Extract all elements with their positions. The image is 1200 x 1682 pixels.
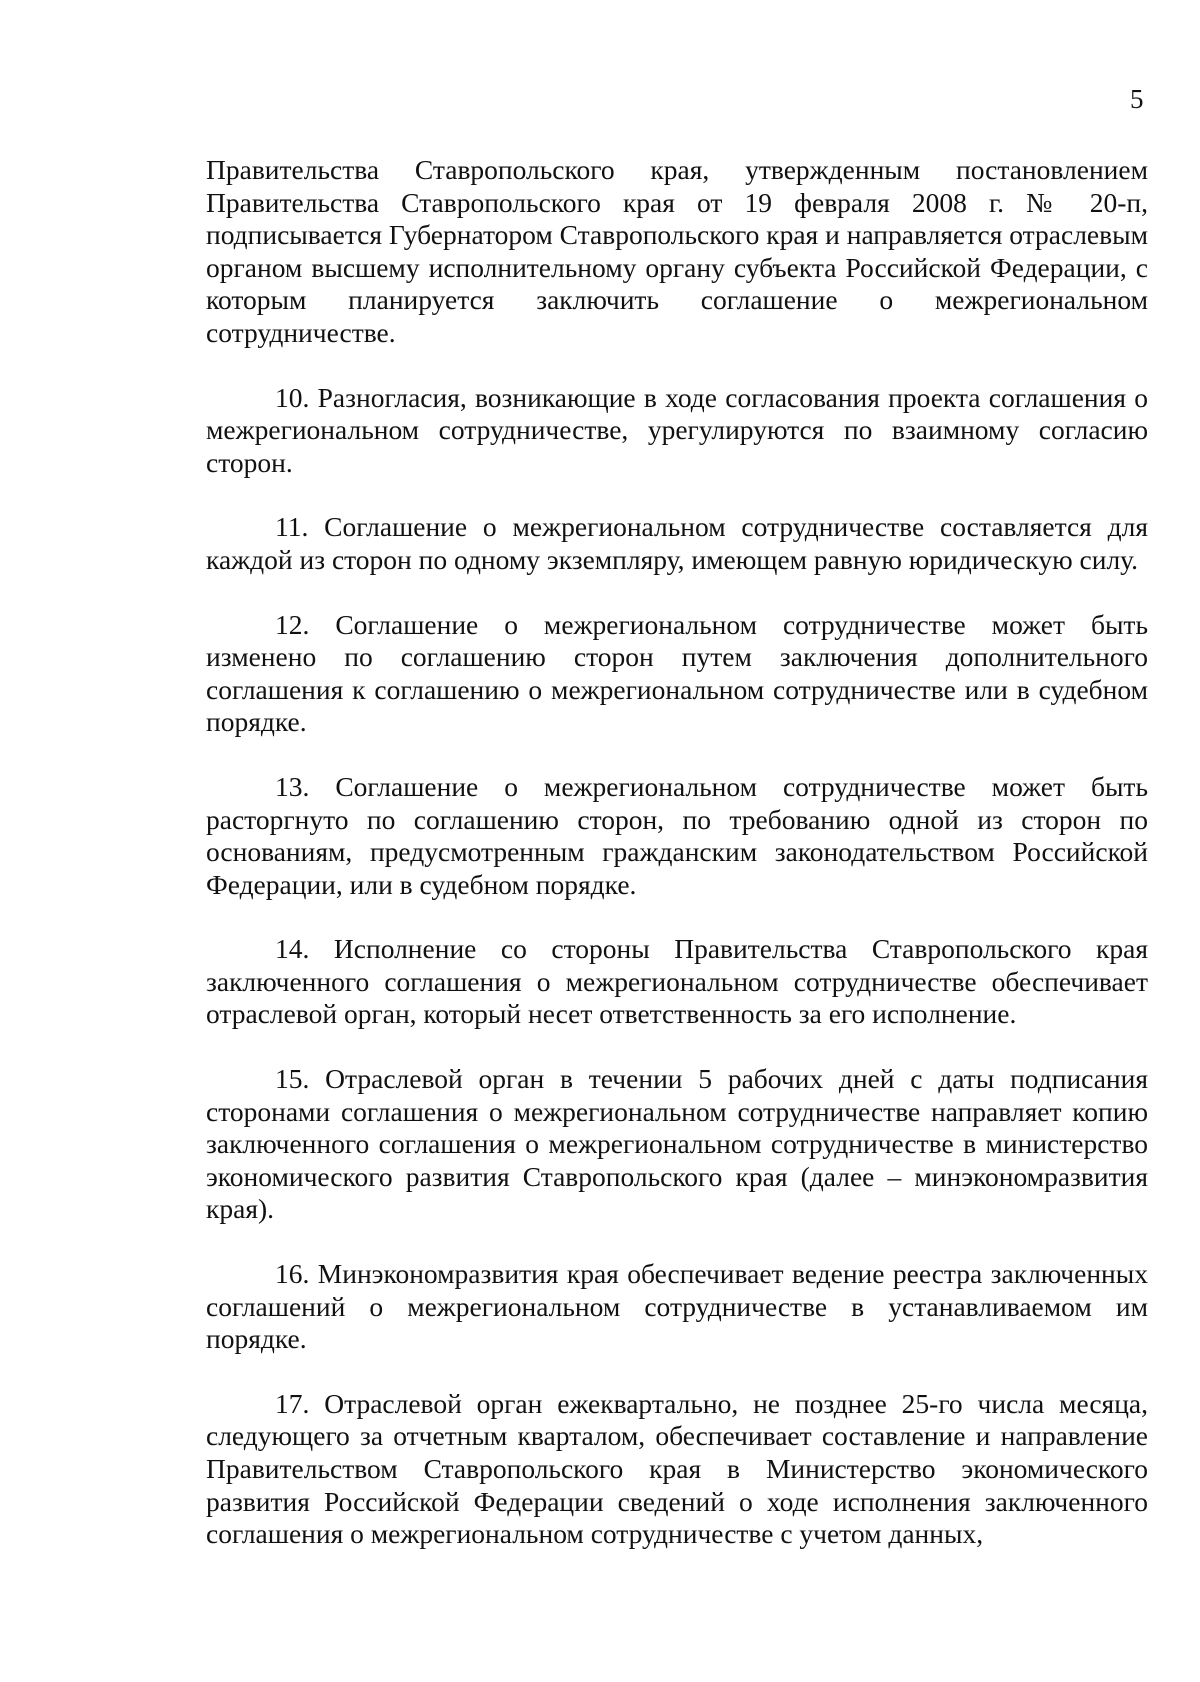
paragraph-16: 16. Минэкономразвития края обеспечивает ведение реестра заключенных соглашений о межрегиональном сотрудничестве в устанавливаемом им порядке. xyxy=(206,1258,1148,1355)
paragraph-10: 10. Разногласия, возникающие в ходе согласования проекта соглашения о межрегиональном сотрудничестве, урегулируются по взаимному согласию сторон. xyxy=(206,381,1148,478)
paragraph-15: 15. Отраслевой орган в течении 5 рабочих дней с даты подписания сторонами соглашения о межрегиональном сотрудничестве направляет копию заключенного соглашения о межрегиональном сотрудничестве в министерство экономического развития Ставропольского края (далее – минэкономразвития края). xyxy=(206,1063,1148,1225)
paragraph-continuation: Правительства Ставропольского края, утвержденным постановлением Правительства Ставропольского края от 19 февраля 2008 г. № 20-п, подписывается Губернатором Ставропольского края и направляется отраслевым органом высшему исполнительному органу субъекта Российской Федерации, с которым планируется заключить соглашение о межрегиональном сотрудничестве. xyxy=(206,154,1148,348)
paragraph-14: 14. Исполнение со стороны Правительства Ставропольского края заключенного соглашения о межрегиональном сотрудничестве обеспечивает отраслевой орган, который несет ответственность за его исполнение. xyxy=(206,933,1148,1030)
page-number: 5 xyxy=(1130,84,1144,114)
document-body xyxy=(206,154,1148,1551)
paragraph-12: 12. Соглашение о межрегиональном сотрудничестве может быть изменено по соглашению сторон путем заключения дополнительного соглашения к соглашению о межрегиональном сотрудничестве или в судебном порядке. xyxy=(206,608,1148,738)
paragraph-13: 13. Соглашение о межрегиональном сотрудничестве может быть расторгнуто по соглашению сторон, по требованию одной из сторон по основаниям, предусмотренным гражданским законодательством Российской Федерации, или в судебном порядке. xyxy=(206,770,1148,900)
paragraph-17: 17. Отраслевой орган ежеквартально, не позднее 25-го числа месяца, следующего за отчетным кварталом, обеспечивает составление и направление Правительством Ставропольского края в Министерство экономического развития Российской Федерации сведений о ходе исполнения заключенного соглашения о межрегиональном сотрудничестве с учетом данных, xyxy=(206,1387,1148,1550)
paragraph-11: 11. Соглашение о межрегиональном сотрудничестве составляется для каждой из сторон по одному экземпляру, имеющем равную юридическую силу. xyxy=(206,511,1148,575)
